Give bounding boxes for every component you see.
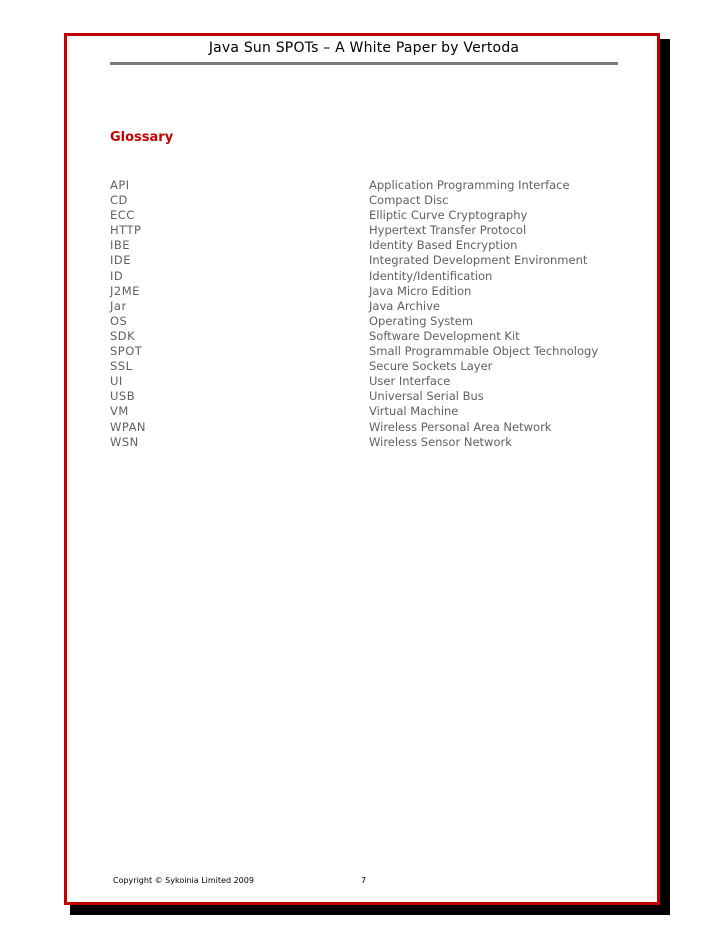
footer-copyright: Copyright © Sykoinia Limited 2009: [113, 876, 254, 885]
glossary-row: [110, 344, 630, 359]
glossary-definition: Secure Sockets Layer: [369, 359, 493, 374]
glossary-abbreviation: OS: [110, 313, 128, 328]
glossary-definition: Hypertext Transfer Protocol: [369, 223, 527, 238]
glossary-abbreviation: CD: [110, 193, 128, 208]
glossary-definition: Identity/Identification: [369, 268, 493, 283]
page-frame: [64, 33, 660, 905]
footer-page-number: 7: [361, 876, 367, 885]
glossary-abbreviation: SSL: [110, 359, 133, 374]
glossary-definition: Compact Disc: [369, 193, 449, 208]
glossary-abbreviation: VM: [110, 404, 129, 419]
glossary-abbreviation: WPAN: [110, 419, 147, 434]
glossary-definition: Java Micro Edition: [369, 283, 472, 298]
glossary-row: [110, 238, 630, 253]
glossary-definition: Java Archive: [369, 298, 440, 313]
glossary-row: [110, 269, 630, 284]
section-heading: Glossary: [110, 130, 174, 145]
glossary-row: [110, 389, 630, 404]
glossary-abbreviation: IBE: [110, 238, 131, 253]
glossary-definition: Operating System: [369, 313, 474, 328]
glossary-row: [110, 284, 630, 299]
glossary-abbreviation: API: [110, 178, 130, 192]
glossary-row: [110, 374, 630, 389]
glossary-abbreviation: ID: [110, 268, 124, 283]
glossary-abbreviation: HTTP: [110, 223, 142, 238]
glossary-definition: User Interface: [369, 374, 451, 389]
glossary-definition: Integrated Development Environment: [369, 253, 588, 268]
glossary-abbreviation: UI: [110, 374, 123, 389]
glossary-definition: Small Programmable Object Technology: [369, 344, 599, 359]
glossary-row: [110, 435, 630, 450]
glossary-definition: Universal Serial Bus: [369, 389, 484, 404]
glossary-definition: Wireless Personal Area Network: [369, 419, 552, 434]
glossary-abbreviation: SDK: [110, 328, 136, 343]
glossary-row: [110, 314, 630, 329]
glossary-abbreviation: IDE: [110, 253, 132, 268]
glossary-definition: Software Development Kit: [369, 328, 520, 343]
glossary-abbreviation: WSN: [110, 434, 139, 449]
glossary-row: [110, 329, 630, 344]
glossary-row: [110, 208, 630, 223]
glossary-row: [110, 178, 630, 193]
glossary-definition: Wireless Sensor Network: [369, 434, 512, 449]
glossary-definition: Identity Based Encryption: [369, 238, 518, 253]
glossary-row: [110, 253, 630, 268]
glossary-list: [110, 178, 630, 450]
header-divider: [110, 62, 618, 65]
glossary-row: [110, 404, 630, 419]
glossary-abbreviation: SPOT: [110, 344, 143, 359]
glossary-abbreviation: ECC: [110, 208, 135, 223]
glossary-row: [110, 359, 630, 374]
glossary-definition: Virtual Machine: [369, 404, 459, 419]
glossary-definition: Elliptic Curve Cryptography: [369, 208, 528, 223]
glossary-row: [110, 193, 630, 208]
glossary-abbreviation: J2ME: [110, 283, 140, 298]
glossary-abbreviation: Jar: [110, 298, 127, 313]
glossary-row: [110, 223, 630, 238]
glossary-row: [110, 420, 630, 435]
glossary-abbreviation: USB: [110, 389, 136, 404]
glossary-definition: Application Programming Interface: [369, 178, 570, 192]
glossary-row: [110, 299, 630, 314]
page-header-title: Java Sun SPOTs – A White Paper by Vertoda: [208, 40, 520, 56]
